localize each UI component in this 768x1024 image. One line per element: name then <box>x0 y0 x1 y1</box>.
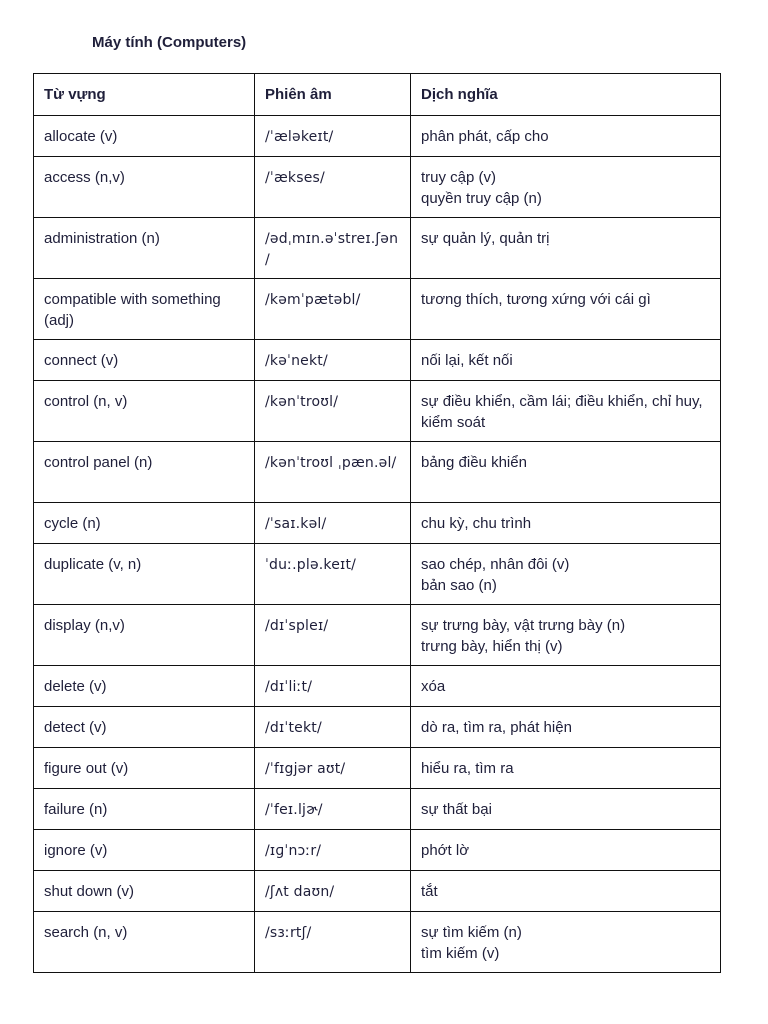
vocab-word: control panel (n) <box>34 442 255 503</box>
meaning-line: sự trưng bày, vật trưng bày (n) <box>421 617 626 634</box>
table-row <box>34 442 721 503</box>
table-row <box>34 157 721 218</box>
vocab-word: shut down (v) <box>34 871 255 912</box>
header-pronunciation: Phiên âm <box>255 74 411 116</box>
meaning-line: xóa <box>421 678 446 695</box>
table-row <box>34 748 721 789</box>
vocab-word: allocate (v) <box>34 116 255 157</box>
header-meaning: Dịch nghĩa <box>411 74 721 116</box>
vocab-meaning <box>411 605 721 666</box>
vocab-word: search (n, v) <box>34 912 255 973</box>
meaning-line: quyền truy cập (n) <box>421 189 542 207</box>
vocab-pronunciation: /ˈfɪgjər aʊt/ <box>255 748 411 789</box>
table-row <box>34 871 721 912</box>
vocab-word: connect (v) <box>34 340 255 381</box>
meaning-line: nối lại, kết nối <box>421 352 513 369</box>
meaning-line: trưng bày, hiển thị (v) <box>421 637 563 655</box>
meaning-line: bảng điều khiển <box>421 454 527 471</box>
table-body <box>34 116 721 973</box>
table-row <box>34 279 721 340</box>
vocab-word: cycle (n) <box>34 503 255 544</box>
document-title: Máy tính (Computers) <box>92 34 247 51</box>
vocab-pronunciation: /ˈækses/ <box>255 157 411 218</box>
vocab-meaning <box>411 157 721 218</box>
table-row <box>34 830 721 871</box>
table-row <box>34 544 721 605</box>
vocab-word: detect (v) <box>34 707 255 748</box>
vocab-meaning <box>411 442 721 503</box>
vocab-meaning <box>411 666 721 707</box>
header-word: Từ vựng <box>34 74 255 116</box>
vocab-pronunciation: /kəˈnekt/ <box>255 340 411 381</box>
vocab-pronunciation: /ʃʌt daʊn/ <box>255 871 411 912</box>
meaning-line: tương thích, tương xứng với cái gì <box>421 291 651 308</box>
vocab-pronunciation: /dɪˈtekt/ <box>255 707 411 748</box>
vocab-pronunciation: /sɜːrtʃ/ <box>255 912 411 973</box>
table-row <box>34 789 721 830</box>
vocab-meaning <box>411 503 721 544</box>
vocab-meaning <box>411 116 721 157</box>
table-row <box>34 218 721 279</box>
table-row <box>34 666 721 707</box>
meaning-line: sự quản lý, quản trị <box>421 230 550 247</box>
vocabulary-table <box>33 73 721 973</box>
meaning-line: phớt lờ <box>421 842 470 859</box>
meaning-line: sự thất bại <box>421 801 492 818</box>
meaning-line: tắt <box>421 883 438 900</box>
vocab-meaning <box>411 789 721 830</box>
meaning-line: phân phát, cấp cho <box>421 128 549 145</box>
meaning-line: dò ra, tìm ra, phát hiện <box>421 719 572 736</box>
vocab-pronunciation: /kənˈtroʊl/ <box>255 381 411 442</box>
vocab-meaning <box>411 748 721 789</box>
table-row <box>34 381 721 442</box>
vocab-pronunciation: /ˈfeɪ.ljɚ/ <box>255 789 411 830</box>
table-row <box>34 605 721 666</box>
vocab-meaning <box>411 340 721 381</box>
vocab-meaning <box>411 707 721 748</box>
vocab-word: delete (v) <box>34 666 255 707</box>
table-row <box>34 340 721 381</box>
vocab-meaning <box>411 381 721 442</box>
meaning-line: bản sao (n) <box>421 576 497 594</box>
vocab-pronunciation: /dɪˈspleɪ/ <box>255 605 411 666</box>
vocab-pronunciation: /ədˌmɪn.əˈstreɪ.ʃən / <box>255 218 411 279</box>
vocab-pronunciation: /ˈsaɪ.kəl/ <box>255 503 411 544</box>
meaning-line: tìm kiếm (v) <box>421 944 500 962</box>
vocab-pronunciation: /kəmˈpætəbl/ <box>255 279 411 340</box>
vocab-pronunciation: /ˈæləkeɪt/ <box>255 116 411 157</box>
vocab-word: ignore (v) <box>34 830 255 871</box>
vocab-meaning <box>411 218 721 279</box>
vocab-meaning <box>411 912 721 973</box>
table-row <box>34 912 721 973</box>
meaning-line: truy cập (v) <box>421 169 497 186</box>
table-row <box>34 707 721 748</box>
vocab-meaning <box>411 871 721 912</box>
vocab-pronunciation: /kənˈtroʊl ˌpæn.əl/ <box>255 442 411 503</box>
vocab-word: access (n,v) <box>34 157 255 218</box>
meaning-line: chu kỳ, chu trình <box>421 515 532 532</box>
vocab-word: control (n, v) <box>34 381 255 442</box>
vocab-meaning <box>411 830 721 871</box>
meaning-line: sự tìm kiếm (n) <box>421 924 522 941</box>
vocab-word: figure out (v) <box>34 748 255 789</box>
vocab-pronunciation: ˈduː.plə.keɪt/ <box>255 544 411 605</box>
vocab-meaning <box>411 279 721 340</box>
meaning-line: sự điều khiển, cầm lái; điều khiển, chỉ huy, kiểm soát <box>421 393 703 431</box>
vocab-word: display (n,v) <box>34 605 255 666</box>
table-row <box>34 116 721 157</box>
table-header-row <box>34 74 721 116</box>
vocab-word: administration (n) <box>34 218 255 279</box>
vocab-meaning <box>411 544 721 605</box>
vocab-word: compatible with something (adj) <box>34 279 255 340</box>
vocab-word: duplicate (v, n) <box>34 544 255 605</box>
vocab-word: failure (n) <box>34 789 255 830</box>
meaning-line: sao chép, nhân đôi (v) <box>421 556 570 573</box>
vocab-pronunciation: /ɪɡˈnɔːr/ <box>255 830 411 871</box>
table-row <box>34 503 721 544</box>
vocab-pronunciation: /dɪˈliːt/ <box>255 666 411 707</box>
meaning-line: hiểu ra, tìm ra <box>421 760 514 777</box>
